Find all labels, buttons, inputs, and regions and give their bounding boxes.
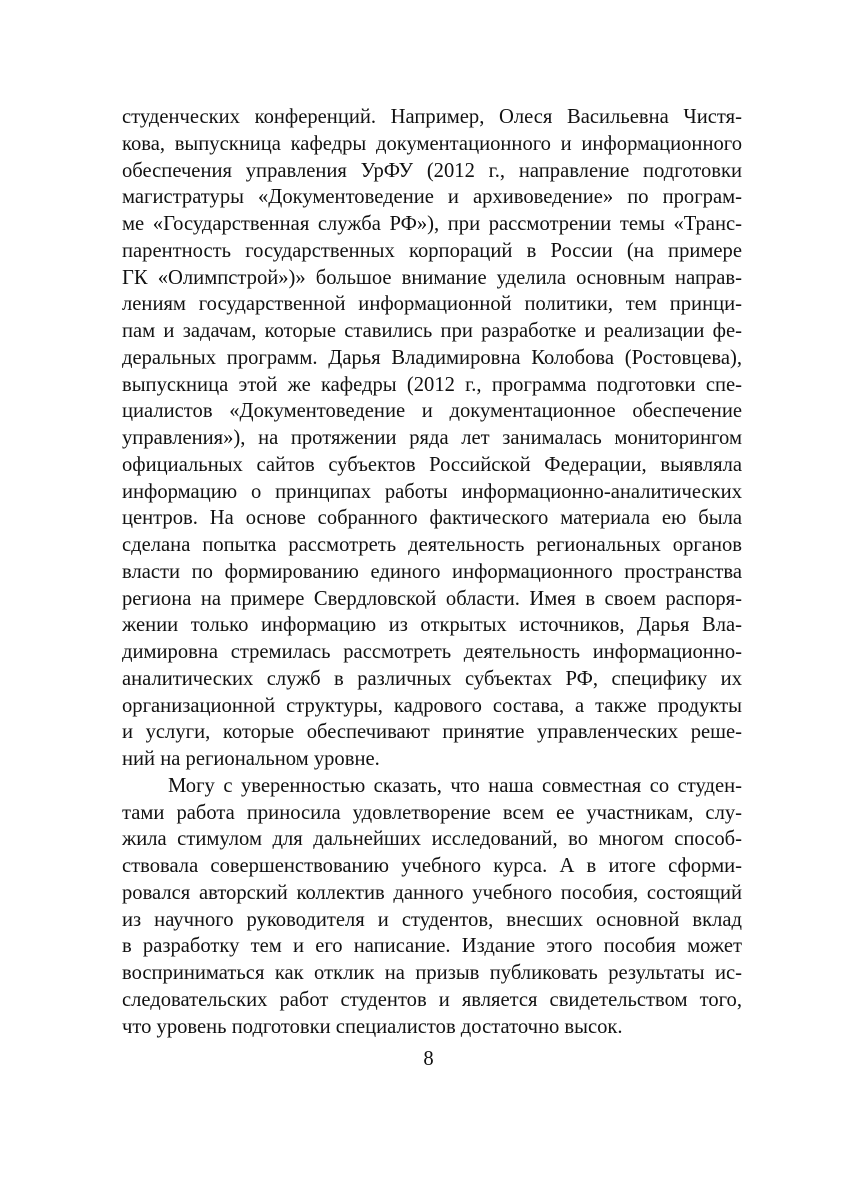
text-line: что уровень подготовки специалистов достаточно высок. (122, 1015, 623, 1038)
text-line: ме «Государственная служба РФ»), при рассмотрении темы «Транс- (122, 213, 742, 235)
text-line: центров. На основе собранного фактического материала ею была (122, 507, 742, 530)
text-line: жении только информацию из открытых источников, Дарья Вла- (122, 614, 742, 637)
text-line: лениям государственной информационной политики, тем принци- (122, 293, 742, 316)
text-line: кова, выпускница кафедры документационного и информационного (122, 132, 742, 155)
text-line: деральных программ. Дарья Владимировна Колобова (Ростовцева), (122, 346, 742, 369)
text-line: и услуги, которые обеспечивают принятие управленческих реше- (122, 721, 742, 744)
paragraph-1 (122, 104, 742, 773)
text-line: управления»), на протяжении ряда лет занималась мониторингом (122, 427, 742, 449)
text-line: ровался авторский коллектив данного учебного пособия, состоящий (122, 881, 742, 904)
text-line: студенческих конференций. Например, Олеся Васильевна Чистя- (122, 106, 742, 128)
text-line: ний на региональном уровне. (122, 748, 380, 770)
text-line: выпускница этой же кафедры (2012 г., программа подготовки спе- (122, 373, 742, 396)
page-number: 8 (423, 1048, 434, 1070)
text-line: информацию о принципах работы информационно-аналитических (122, 480, 742, 503)
text-line: организационной структуры, кадрового состава, а также продукты (122, 694, 742, 717)
text-line: ГК «Олимпстрой»)» большое внимание уделила основным направ- (122, 266, 742, 289)
body-text (122, 104, 742, 1040)
text-line: димировна стремилась рассмотреть деятельность информационно- (122, 641, 742, 663)
text-line: восприниматься как отклик на призыв публиковать результаты ис- (122, 962, 742, 984)
text-line: жила стимулом для дальнейших исследований, во многом способ- (122, 828, 742, 851)
text-line: Могу с уверенностью сказать, что наша совместная со студен- (168, 774, 742, 797)
text-line: циалистов «Документоведение и документационное обеспечение (122, 400, 742, 423)
paragraph-2 (122, 773, 742, 1041)
text-line: власти по формированию единого информационного пространства (122, 560, 742, 583)
text-line: ствовала совершенствованию учебного курса. А в итоге сформи- (122, 855, 742, 877)
text-line: пам и задачам, которые ставились при разработке и реализации фе- (122, 320, 742, 342)
text-line: тами работа приносила удовлетворение всем ее участникам, слу- (122, 801, 742, 824)
text-line: магистратуры «Документоведение и архивоведение» по програм- (122, 186, 742, 209)
text-line: из научного руководителя и студентов, внесших основной вклад (122, 908, 742, 931)
text-line: в разработку тем и его написание. Издание этого пособия может (122, 935, 742, 958)
text-line: следовательских работ студентов и является свидетельством того, (122, 988, 742, 1011)
text-line: аналитических служб в различных субъектах РФ, специфику их (122, 667, 742, 690)
text-line: обеспечения управления УрФУ (2012 г., направление подготовки (122, 159, 742, 182)
text-line: официальных сайтов субъектов Российской Федерации, выявляла (122, 453, 742, 476)
text-line: парентность государственных корпораций в России (на примере (122, 239, 742, 262)
text-line: сделана попытка рассмотреть деятельность региональных органов (122, 534, 742, 556)
text-line: региона на примере Свердловской области. Имея в своем распоря- (122, 587, 742, 610)
